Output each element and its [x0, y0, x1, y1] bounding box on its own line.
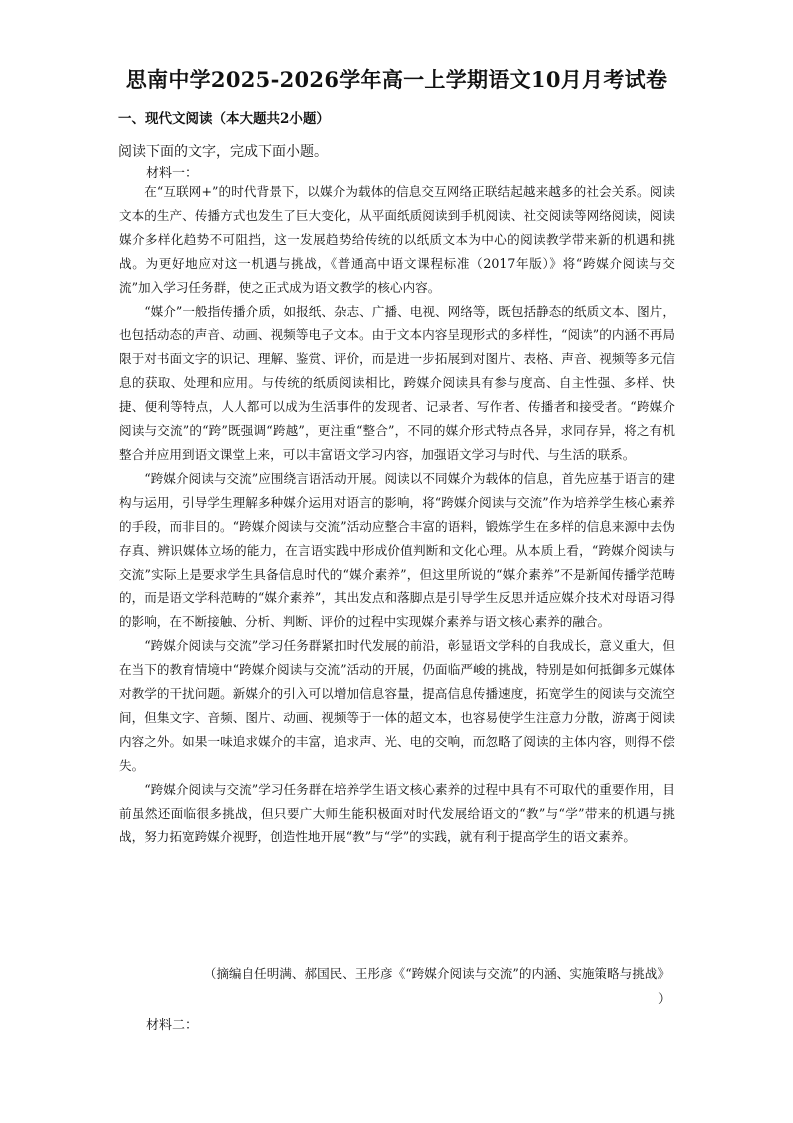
paragraph-2: “媒介”一般指传播介质，如报纸、杂志、广播、电视、网络等，既包括静态的纸质文本、图片，也包括动态的声音、动画、视频等电子文本。由于文本内容呈现形式的多样性，“阅读”的内涵不再局限于对书面文字的识记、理解、鉴赏、评价，而是进一步拓展到对图片、表格、声音、视频等多元信息的获取、处理和应用。与传统的纸质阅读相比，跨媒介阅读具有参与度高、自主性强、多样、快捷、便利等特点，人人都可以成为生活事件的发现者、记录者、写作者、传播者和接受者。“跨媒介阅读与交流”的“跨”既强调“跨越”，更注重“整合”，不同的媒介形式特点各异，求同存异，将之有机整合并应用到语文课堂上来，可以丰富语文学习内容，加强语文学习与时代、与生活的联系。: [119, 303, 675, 462]
source-citation: （摘编自任明满、郝国民、王彤彦《“跨媒介阅读与交流”的内涵、实施策略与挑战》: [203, 966, 670, 981]
paragraph-4: “跨媒介阅读与交流”学习任务群紧扣时代发展的前沿，彰显语文学科的自我成长，意义重大，但在当下的教育情境中“跨媒介阅读与交流”活动的开展，仍面临严峻的挑战，特别是如何抵御多元媒体对教学的干扰问题。新媒介的引入可以增加信息容量，提高信息传播速度，拓宽学生的阅读与交流空间，但集文字、音频、图片、动画、视频等于一体的超文本，也容易使学生注意力分散，游离于阅读内容之外。如果一味追求媒介的丰富，追求声、光、电的交响，而忽略了阅读的主体内容，则得不偿失。: [119, 638, 675, 773]
reading-instruction: 阅读下面的文字，完成下面小题。: [118, 144, 328, 160]
section-heading: 一、现代文阅读（本大题共2小题）: [118, 111, 330, 127]
paragraph-3: “跨媒介阅读与交流”应围绕言语活动开展。阅读以不同媒介为载体的信息，首先应基于语言的建构与运用，引导学生理解多种媒介运用对语言的影响，将“跨媒介阅读与交流”作为培养学生核心素养的手段，而非目的。“跨媒介阅读与交流”活动应整合丰富的语料，锻炼学生在多样的信息来源中去伪存真、辨识媒体立场的能力，在言语实践中形成价值判断和文化心理。从本质上看，“跨媒介阅读与交流”实际上是要求学生具备信息时代的“媒介素养”，但这里所说的“媒介素养”不是新闻传播学范畴的，而是语文学科范畴的“媒介素养”，其出发点和落脚点是引导学生反思并适应媒介技术对母语习得的影响，在不断接触、分析、判断、评价的过程中实现媒介素养与语文核心素养的融合。: [119, 470, 675, 630]
material-two-label: 材料二：: [146, 1018, 199, 1033]
material-one-label: 材料一：: [146, 166, 199, 181]
paragraph-5: “跨媒介阅读与交流”学习任务群在培养学生语文核心素养的过程中具有不可取代的重要作用，目前虽然还面临很多挑战，但只要广大师生能积极面对时代发展给语文的“教”与“学”带来的机遇与挑战，努力拓宽跨媒介视野，创造性地开展“教”与“学”的实践，就有利于提高学生的语文素养。: [119, 781, 675, 845]
source-citation-close: ）: [658, 991, 671, 1006]
material-one-body: [119, 180, 675, 849]
exam-title: 思南中学2025-2026学年高一上学期语文10月月考试卷: [125, 67, 668, 92]
paragraph-1: 在“互联网+”的时代背景下，以媒介为载体的信息交互网络正联结起越来越多的社会关系。阅读文本的生产、传播方式也发生了巨大变化，从平面纸质阅读到手机阅读、社交阅读等网络阅读，阅读媒介多样化趋势不可阻挡，这一发展趋势给传统的以纸质文本为中心的阅读教学带来新的机遇和挑战。为更好地应对这一机遇与挑战，《普通高中语文课程标准（2017年版）》将“跨媒介阅读与交流”加入学习任务群，使之正式成为语文教学的核心内容。: [119, 184, 675, 295]
